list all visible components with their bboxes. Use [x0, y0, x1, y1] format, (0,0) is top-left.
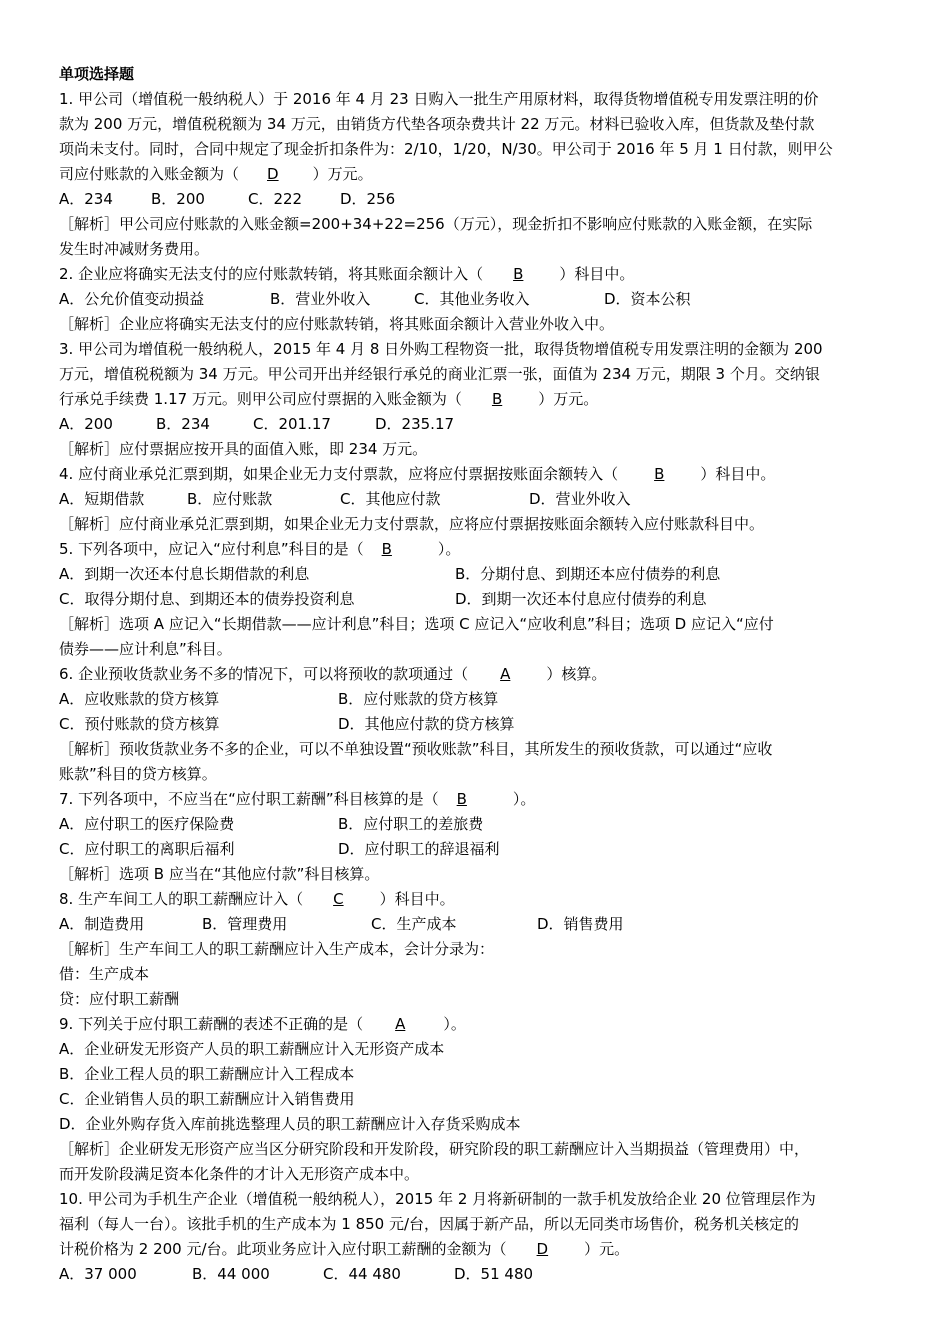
question-5-option-c: C．取得分期付息、到期还本的债券投资利息: [59, 590, 355, 608]
question-3-option-a: A．200: [59, 415, 113, 433]
question-7-answer: B: [456, 790, 467, 808]
question-5-options-row-2: [59, 587, 899, 612]
question-7-options-row-1: [59, 812, 899, 837]
question-6-analysis-line-2: 账款”科目的贷方核算。: [59, 765, 217, 783]
question-9-option-c: C．企业销售人员的职工薪酬应计入销售费用: [59, 1090, 355, 1108]
question-7-option-c: C．应付职工的离职后福利: [59, 840, 235, 858]
question-8-answer: C: [333, 890, 344, 908]
question-1-option-b: B．200: [151, 190, 205, 208]
question-1-option-d: D．256: [340, 190, 396, 208]
question-6-stem-end: ）核算。: [546, 665, 607, 683]
question-3-analysis: ［解析］应付票据应按开具的面值入账，即 234 万元。: [59, 440, 428, 458]
question-9-option-d: D．企业外购存货入库前挑选整理人员的职工薪酬应计入存货采购成本: [59, 1115, 521, 1133]
question-5-analysis-line-1: ［解析］选项 A 应记入“长期借款——应计利息”科目；选项 C 应记入“应收利息”科目；选项 D 应记入“应付: [59, 615, 774, 633]
question-7-options-row-2: [59, 837, 899, 862]
question-4-analysis: ［解析］应付商业承兑汇票到期，如果企业无力支付票款，应将应付票据按账面余额转入应付账款科目中。: [59, 515, 765, 533]
question-10-answer: D: [536, 1240, 549, 1258]
question-5-analysis-line-2: 债券——应计利息”科目。: [59, 640, 232, 658]
question-1-answer: D: [267, 165, 279, 183]
question-1-line-2: 款为 200 万元，增值税税额为 34 万元，由销货方代垫各项杂费共计 22 万元。材料已验收入库，但货款及垫付款: [59, 115, 815, 133]
question-4-option-c: C．其他应付款: [340, 490, 441, 508]
question-7-option-b: B．应付职工的差旅费: [338, 815, 484, 833]
question-5-stem-text: 5. 下列各项中，应记入“应付利息”科目的是（: [59, 540, 364, 558]
question-2-option-c: C．其他业务收入: [414, 290, 530, 308]
question-3-option-d: D．235.17: [375, 415, 455, 433]
question-9-analysis-line-1: ［解析］企业研发无形资产应当区分研究阶段和开发阶段，研究阶段的职工薪酬应计入当期损益（管理费用）中，: [59, 1140, 810, 1158]
question-3-line-2: 万元，增值税税额为 34 万元。甲公司开出并经银行承兑的商业汇票一张，面值为 234 万元，期限 3 个月。交纳银: [59, 365, 820, 383]
question-9-analysis-line-2: 而开发阶段满足资本化条件的才计入无形资产成本中。: [59, 1165, 420, 1183]
question-7-option-d: D．应付职工的辞退福利: [338, 840, 500, 858]
question-2-options: [59, 287, 899, 312]
question-4-stem-end: ）科目中。: [700, 465, 776, 483]
section-heading: 单项选择题: [59, 65, 135, 83]
question-7-analysis: ［解析］选项 B 应当在“其他应付款”科目核算。: [59, 865, 380, 883]
question-3-option-b: B．234: [156, 415, 210, 433]
question-1-option-c: C．222: [248, 190, 303, 208]
question-3-stem-end: 行承兑手续费 1.17 万元。则甲公司应付票据的入账金额为（: [59, 390, 462, 408]
question-1-line-1: 1. 甲公司（增值税一般纳税人）于 2016 年 4 月 23 日购入一批生产用原材料，取得货物增值税专用发票注明的价: [59, 90, 819, 108]
question-2-stem: [59, 262, 899, 287]
question-8-stem-end: ）科目中。: [379, 890, 455, 908]
question-9-stem-text: 9. 下列关于应付职工薪酬的表述不正确的是（: [59, 1015, 364, 1033]
question-3-options: [59, 412, 899, 437]
question-1-analysis-line-2: 发生时冲减财务费用。: [59, 240, 210, 258]
question-4-stem: [59, 462, 899, 487]
question-6-analysis-line-1: ［解析］预收货款业务不多的企业，可以不单独设置“预收账款”科目，其所发生的预收货款，可以通过“应收: [59, 740, 773, 758]
question-4-option-b: B．应付账款: [187, 490, 273, 508]
question-9-answer: A: [395, 1015, 406, 1033]
question-6-options-row-2: [59, 712, 899, 737]
question-4-answer: B: [654, 465, 665, 483]
question-4-options: [59, 487, 899, 512]
question-10-option-b: B．44 000: [192, 1265, 270, 1283]
question-1-line-4: [59, 162, 899, 187]
question-7-stem: [59, 787, 899, 812]
question-8-option-c: C．生产成本: [371, 915, 457, 933]
question-10-option-c: C．44 480: [323, 1265, 401, 1283]
question-8-option-a: A．制造费用: [59, 915, 145, 933]
question-10-option-d: D．51 480: [454, 1265, 534, 1283]
question-3-answer: B: [491, 390, 503, 408]
question-10-stem-end: 计税价格为 2 200 元/台。此项业务应计入应付职工薪酬的金额为（: [59, 1240, 507, 1258]
question-1-line-3: 项尚未支付。同时，合同中规定了现金折扣条件为：2/10，1/20，N/30。甲公司于 2016 年 5 月 1 日付款，则甲公: [59, 140, 833, 158]
question-9-stem-end: ）。: [443, 1015, 466, 1033]
question-8-analysis-line-2: 借：生产成本: [59, 965, 150, 983]
question-7-option-a: A．应付职工的医疗保险费: [59, 815, 235, 833]
question-6-option-d: D．其他应付款的贷方核算: [338, 715, 515, 733]
question-4-option-a: A．短期借款: [59, 490, 145, 508]
question-3-line-3: [59, 387, 899, 412]
question-9-option-a: A．企业研发无形资产人员的职工薪酬应计入无形资产成本: [59, 1040, 445, 1058]
question-8-analysis-line-1: ［解析］生产车间工人的职工薪酬应计入生产成本，会计分录为：: [59, 940, 495, 958]
question-6-option-c: C．预付账款的贷方核算: [59, 715, 220, 733]
question-3-unit: ）万元。: [538, 390, 599, 408]
question-5-option-a: A．到期一次还本付息长期借款的利息: [59, 565, 310, 583]
question-1-stem-end: 司应付账款的入账金额为（: [59, 165, 240, 183]
question-8-option-b: B．管理费用: [202, 915, 288, 933]
question-6-stem: [59, 662, 899, 687]
question-8-options: [59, 912, 899, 937]
question-2-option-a: A．公允价值变动损益: [59, 290, 205, 308]
question-8-stem-text: 8. 生产车间工人的职工薪酬应计入（: [59, 890, 304, 908]
question-10-line-1: 10. 甲公司为手机生产企业（增值税一般纳税人），2015 年 2 月将新研制的一款手机发放给企业 20 位管理层作为: [59, 1190, 816, 1208]
question-6-options-row-1: [59, 687, 899, 712]
question-1-options: [59, 187, 899, 212]
question-9-option-b: B．企业工程人员的职工薪酬应计入工程成本: [59, 1065, 355, 1083]
question-6-option-a: A．应收账款的贷方核算: [59, 690, 220, 708]
question-4-stem-text: 4. 应付商业承兑汇票到期，如果企业无力支付票款，应将应付票据按账面余额转入（: [59, 465, 619, 483]
question-5-stem-end: ）。: [437, 540, 461, 558]
question-2-stem-end: ）科目中。: [559, 265, 635, 283]
question-6-answer: A: [500, 665, 511, 683]
question-1-analysis-line-1: ［解析］甲公司应付账款的入账金额=200+34+22=256（万元），现金折扣不影响应付账款的入账金额，在实际: [59, 215, 813, 233]
question-5-options-row-1: [59, 562, 899, 587]
question-8-stem: [59, 887, 899, 912]
question-10-line-3: [59, 1237, 899, 1262]
question-8-option-d: D．销售费用: [537, 915, 624, 933]
question-1-unit: ）万元。: [312, 165, 373, 183]
question-6-option-b: B．应付账款的贷方核算: [338, 690, 499, 708]
question-5-answer: B: [381, 540, 392, 558]
question-2-answer: B: [513, 265, 524, 283]
question-5-option-b: B．分期付息、到期还本应付债券的利息: [455, 565, 721, 583]
question-2-option-b: B．营业外收入: [270, 290, 371, 308]
question-2-analysis: ［解析］企业应将确实无法支付的应付账款转销，将其账面余额计入营业外收入中。: [59, 315, 615, 333]
question-2-stem-text: 2. 企业应将确实无法支付的应付账款转销，将其账面余额计入（: [59, 265, 484, 283]
question-10-unit: ）元。: [584, 1240, 630, 1258]
question-4-option-d: D．营业外收入: [529, 490, 631, 508]
question-3-line-1: 3. 甲公司为增值税一般纳税人，2015 年 4 月 8 日外购工程物资一批，取得货物增值税专用发票注明的金额为 200: [59, 340, 823, 358]
question-3-option-c: C．201.17: [253, 415, 331, 433]
question-5-option-d: D．到期一次还本付息应付债券的利息: [455, 590, 707, 608]
question-9-stem: [59, 1012, 899, 1037]
question-6-stem-text: 6. 企业预收货款业务不多的情况下，可以将预收的款项通过（: [59, 665, 469, 683]
question-7-stem-text: 7. 下列各项中，不应当在“应付职工薪酬”科目核算的是（: [59, 790, 439, 808]
question-10-option-a: A．37 000: [59, 1265, 137, 1283]
question-5-stem: [59, 537, 899, 562]
question-7-stem-end: ）。: [512, 790, 536, 808]
question-1-option-a: A．234: [59, 190, 113, 208]
question-8-analysis-line-3: 贷：应付职工薪酬: [59, 990, 180, 1008]
question-10-line-2: 福利（每人一台）。该批手机的生产成本为 1 850 元/台，因属于新产品，所以无同类市场售价，税务机关核定的: [59, 1215, 800, 1233]
question-2-option-d: D．资本公积: [604, 290, 691, 308]
question-10-options: [59, 1262, 899, 1287]
